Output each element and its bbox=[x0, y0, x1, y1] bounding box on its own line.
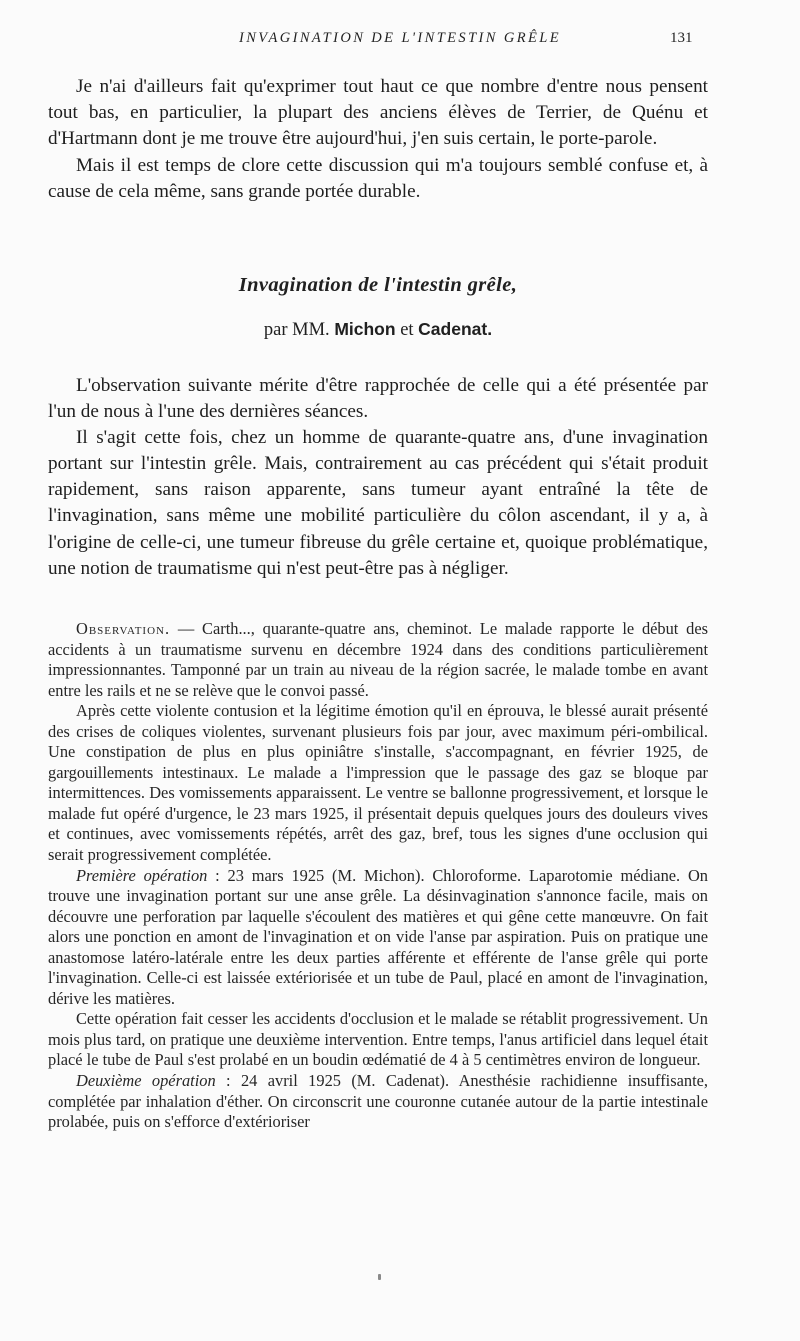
lead-paragraph-2: Il s'agit cette fois, chez un homme de quarante-quatre ans, d'une invagination portant sur l'intestin grêle. Mais, contrairement au cas précédent qui s'était produit rapidement, sans raison apparente, sans tumeur ayant entraîné la tête de l'invagination, sans même une mobilité particulière du côlon ascendant, il y a, à l'origine de celle-ci, une tumeur fibreuse du grêle certaine et, quoique problématique, une notion de traumatisme qui n'est peut-être pas à négliger. bbox=[48, 427, 708, 579]
byline-and: et bbox=[400, 320, 414, 340]
article-title: Invagination de l'intestin grêle, bbox=[238, 274, 518, 296]
observation-text-3: : 23 mars 1925 (M. Michon). Chloroforme. Laparotomie médiane. On trouve une invagination portant sur une anse grêle. La désinvagination s'annonce facile, mais on découvre une perforation par laquelle s'écoulent des matières et qui gêne cette manœuvre. On fait alors une ponction en amont de l'invagination et on vide l'anse par aspiration. Puis on pratique une anastomose latéro-latérale entre les deux parties afférente et efférente de l'anse grêle qui porte l'invagination. Celle-ci est laissée extériorisée et un tube de Paul, placé en amont de l'invagination, dérive les matières. bbox=[48, 865, 709, 1008]
observation-paragraph-5 bbox=[48, 1071, 708, 1133]
observation-paragraph-4: Cette opération fait cesser les accidents d'occlusion et le malade se rétablit progressivement. Un mois plus tard, on pratique une deuxième intervention. Entre temps, l'anus artificiel dans lequel était placé le tube de Paul s'est prolabé en un boudin œdématié de 4 à 5 centimètres environ de longueur. bbox=[48, 1009, 708, 1070]
page-number: 131 bbox=[670, 30, 693, 46]
observation-section bbox=[48, 619, 708, 1133]
intro-paragraph-2: Mais il est temps de clore cette discussion qui m'a toujours semblé confuse et, à cause de cela même, sans grande portée durable. bbox=[48, 154, 708, 202]
second-operation-label: Deuxième opération bbox=[76, 1071, 216, 1091]
page-speck bbox=[378, 1274, 381, 1280]
lead-paragraph-1: L'observation suivante mérite d'être rapprochée de celle qui a été présentée par l'un de nous à l'une des dernières séances. bbox=[48, 375, 708, 423]
observation-paragraph-1 bbox=[48, 619, 708, 701]
intro-section bbox=[48, 74, 708, 205]
observation-paragraph-3 bbox=[48, 866, 708, 1010]
observation-label: Observation. bbox=[76, 619, 171, 638]
author-michon: Michon bbox=[334, 319, 396, 339]
observation-paragraph-2: Après cette violente contusion et la légitime émotion qu'il en éprouva, le blessé aurait présenté des crises de coliques violentes, survenant plusieurs fois par jour, avec maximum péri-ombilical. Une constipation de plus en plus opiniâtre s'installe, s'accompagnant, en février 1925, de gargouillements intestinaux. Le malade a l'impression que le passage des gaz se bloque par intermittences. Des vomissements apparaissent. Le ventre se ballonne progressivement, et lorsque le malade fut opéré d'urgence, le 23 mars 1925, il présentait depuis quelques jours des douleurs vives et continues, avec vomissements répétés, arrêt des gaz, bref, tous les signes d'une occlusion qui serait progressivement complétée. bbox=[48, 701, 708, 865]
lead-section bbox=[48, 373, 708, 582]
observation-text-1: — Carth..., quarante-quatre ans, cheminot. Le malade rapporte le début des accidents à un traumatisme survenu en décembre 1924 dans des conditions particulièrement impressionnantes. Tamponné par un train au niveau de la région sacrée, le malade tombe en avant entre les rails et ne se relève que le convoi passé. bbox=[48, 619, 708, 700]
first-operation-label: Première opération bbox=[76, 865, 208, 885]
running-head: INVAGINATION DE L'INTESTIN GRÊLE bbox=[239, 30, 561, 46]
byline-prefix: par MM. bbox=[263, 320, 330, 340]
byline bbox=[48, 319, 708, 341]
author-cadenat: Cadenat. bbox=[418, 319, 493, 339]
intro-paragraph-1: Je n'ai d'ailleurs fait qu'exprimer tout haut ce que nombre d'entre nous pensent tout bas, en particulier, la plupart des anciens élèves de Terrier, de Quénu et d'Hartmann dont je me trouve être aujourd'hui, j'en suis certain, le porte-parole. bbox=[48, 76, 708, 150]
observation-text-5: : 24 avril 1925 (M. Cadenat). Anesthésie rachidienne insuffisante, complétée par inhalation d'éther. On circonscrit une couronne cutanée autour de la partie intestinale prolabée, puis on s'efforce d'extérioriser bbox=[48, 1071, 709, 1132]
